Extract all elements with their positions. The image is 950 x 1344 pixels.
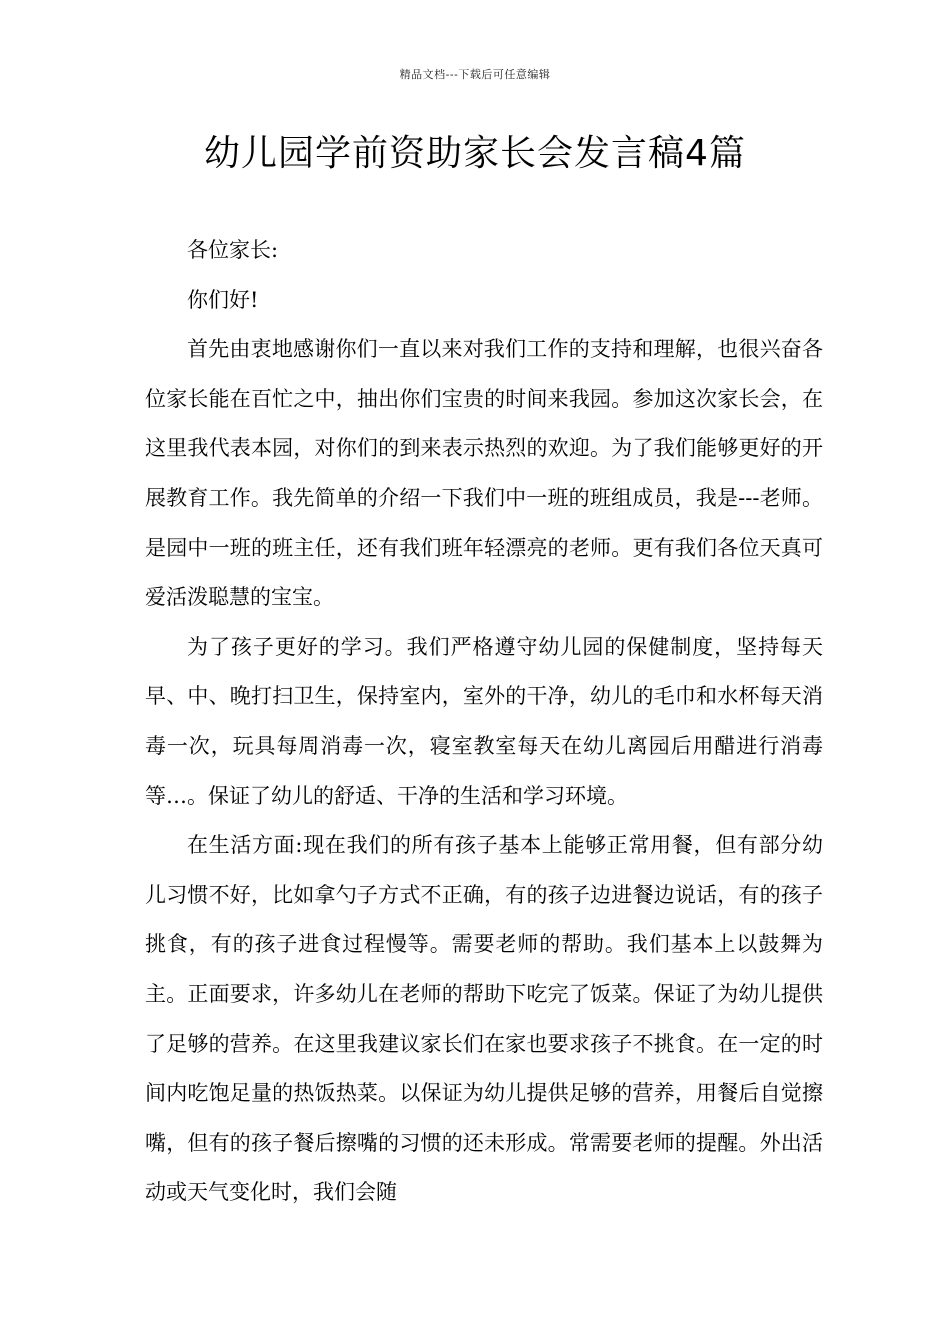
header-note: 精品文档---下载后可任意编辑 [399, 68, 551, 81]
paragraph: 在生活方面:现在我们的所有孩子基本上能够正常用餐，但有部分幼儿习惯不好，比如拿勺子方式不正确，有的孩子边进餐边说话，有的孩子挑食，有的孩子进食过程慢等。需要老师的帮助。我们基本上以鼓舞为主。正面要求，许多幼儿在老师的帮助下吃完了饭菜。保证了为幼儿提供了足够的营养。在这里我建议家长们在家也要求孩子不挑食。在一定的时间内吃饱足量的热饭热菜。以保证为幼儿提供足够的营养，用餐后自觉擦嘴，但有的孩子餐后擦嘴的习惯的还未形成。常需要老师的提醒。外出活动或天气变化时，我们会随 [145, 833, 823, 1205]
greeting: 你们好! [187, 287, 259, 312]
page-title: 幼儿园学前资助家长会发言稿4篇 [204, 133, 746, 174]
salutation: 各位家长: [187, 238, 279, 262]
document-body [145, 226, 823, 1218]
paragraph: 为了孩子更好的学习。我们严格遵守幼儿园的保健制度，坚持每天早、中、晚打扫卫生，保持室内，室外的干净，幼儿的毛巾和水杯每天消毒一次，玩具每周消毒一次，寝室教室每天在幼儿离园后用醋进行消毒等…。保证了幼儿的舒适、干净的生活和学习环境。 [145, 634, 823, 808]
paragraph: 首先由衷地感谢你们一直以来对我们工作的支持和理解，也很兴奋各位家长能在百忙之中，抽出你们宝贵的时间来我园。参加这次家长会，在这里我代表本园，对你们的到来表示热烈的欢迎。为了我们能够更好的开展教育工作。我先简单的介绍一下我们中一班的班组成员，我是---老师。是园中一班的班主任，还有我们班年轻漂亮的老师。更有我们各位天真可爱活泼聪慧的宝宝。 [145, 337, 823, 610]
